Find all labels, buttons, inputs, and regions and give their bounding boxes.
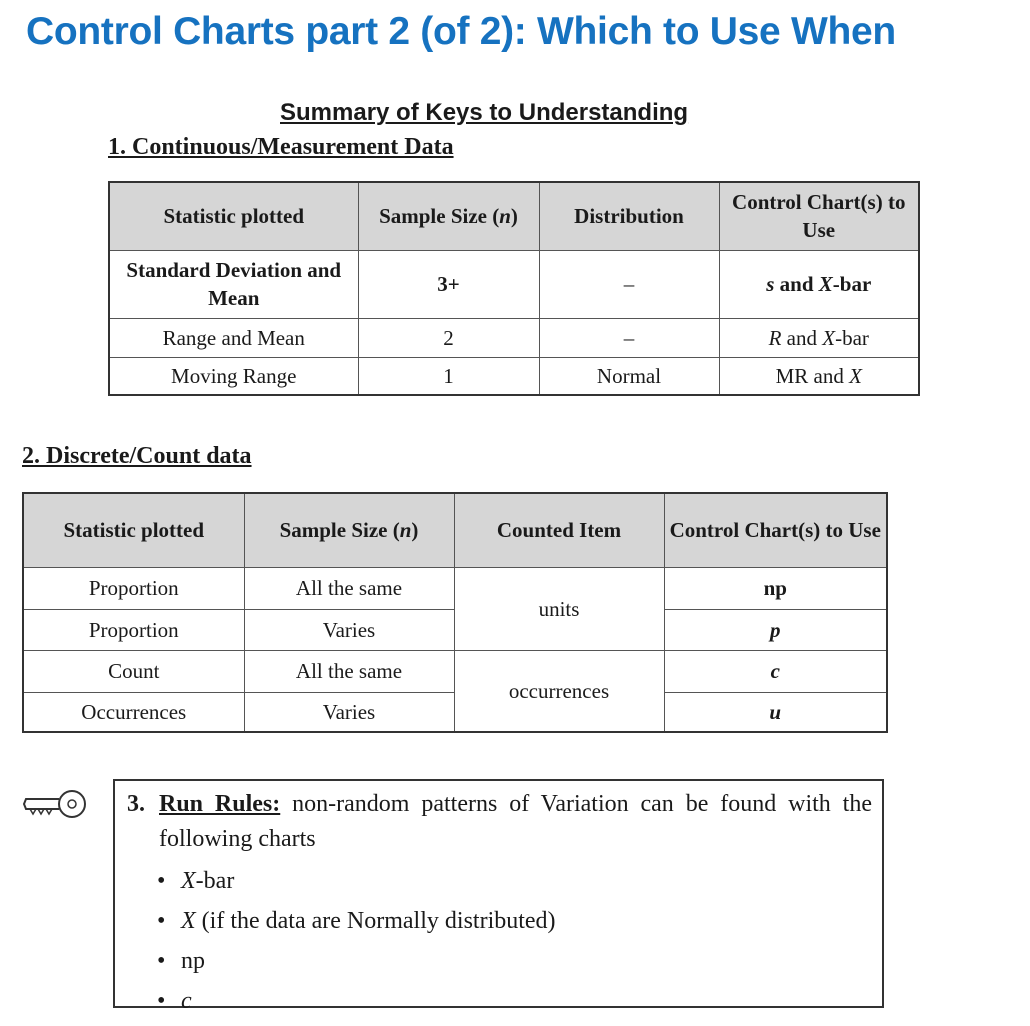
header-statistic: Statistic plotted <box>109 182 358 250</box>
cell-statistic: Count <box>23 650 244 692</box>
header-counted-item: Counted Item <box>454 493 664 567</box>
cell-chart: p <box>664 609 887 650</box>
header-statistic: Statistic plotted <box>23 493 244 567</box>
run-rules-list <box>157 861 872 1021</box>
section1-heading: 1. Continuous/Measurement Data <box>108 134 454 160</box>
table2-header-row <box>23 493 887 567</box>
header-control-chart: Control Chart(s) to Use <box>664 493 887 567</box>
cell-statistic: Standard Deviation and Mean <box>109 250 358 318</box>
list-item: • X (if the data are Normally distributed) <box>157 901 872 941</box>
table-row <box>109 250 919 318</box>
cell-sample-size: 3+ <box>358 250 539 318</box>
header-sample-size: Sample Size (n) <box>358 182 539 250</box>
bullet-dot: • <box>157 908 166 934</box>
section2-heading: 2. Discrete/Count data <box>22 443 252 469</box>
table1-header-row <box>109 182 919 250</box>
cell-chart: s and X-bar <box>719 250 919 318</box>
header-sample-size: Sample Size (n) <box>244 493 454 567</box>
list-item: • X-bar <box>157 861 872 901</box>
cell-chart: np <box>664 567 887 609</box>
cell-statistic: Proportion <box>23 609 244 650</box>
bullet-dot: • <box>157 948 166 974</box>
section3-number: 3. <box>127 791 145 817</box>
cell-chart: c <box>664 650 887 692</box>
cell-distribution: Normal <box>539 357 719 395</box>
cell-counted-item: units <box>454 567 664 650</box>
cell-statistic: Proportion <box>23 567 244 609</box>
continuous-data-table <box>108 181 920 396</box>
list-item: • c <box>157 981 872 1021</box>
run-rules-lead <box>127 787 872 857</box>
cell-chart: MR and X <box>719 357 919 395</box>
cell-distribution: – <box>539 318 719 357</box>
cell-counted-item: occurrences <box>454 650 664 732</box>
cell-statistic: Range and Mean <box>109 318 358 357</box>
header-control-chart: Control Chart(s) to Use <box>719 182 919 250</box>
page-title: Control Charts part 2 (of 2): Which to Use When <box>26 10 896 53</box>
bullet-dot: • <box>157 868 166 894</box>
cell-sample-size: All the same <box>244 650 454 692</box>
table-row <box>109 318 919 357</box>
table-row <box>23 650 887 692</box>
cell-sample-size: Varies <box>244 609 454 650</box>
cell-sample-size: 1 <box>358 357 539 395</box>
run-rules-label: Run Rules: <box>159 791 281 817</box>
cell-statistic: Occurrences <box>23 692 244 732</box>
cell-statistic: Moving Range <box>109 357 358 395</box>
summary-heading: Summary of Keys to Understanding <box>280 99 689 126</box>
bullet-dot: • <box>157 988 166 1014</box>
list-item: • np <box>157 941 872 981</box>
cell-sample-size: 2 <box>358 318 539 357</box>
header-distribution: Distribution <box>539 182 719 250</box>
table-row <box>109 357 919 395</box>
cell-sample-size: All the same <box>244 567 454 609</box>
cell-sample-size: Varies <box>244 692 454 732</box>
run-rules-box <box>113 779 884 1014</box>
cell-chart: R and X-bar <box>719 318 919 357</box>
cell-chart: u <box>664 692 887 732</box>
discrete-data-table <box>22 492 888 733</box>
key-icon <box>22 786 88 822</box>
cell-distribution: – <box>539 250 719 318</box>
table-row <box>23 567 887 609</box>
run-rules-text: Run Rules: non-random patterns of Variation can be found with the following charts <box>159 791 872 852</box>
